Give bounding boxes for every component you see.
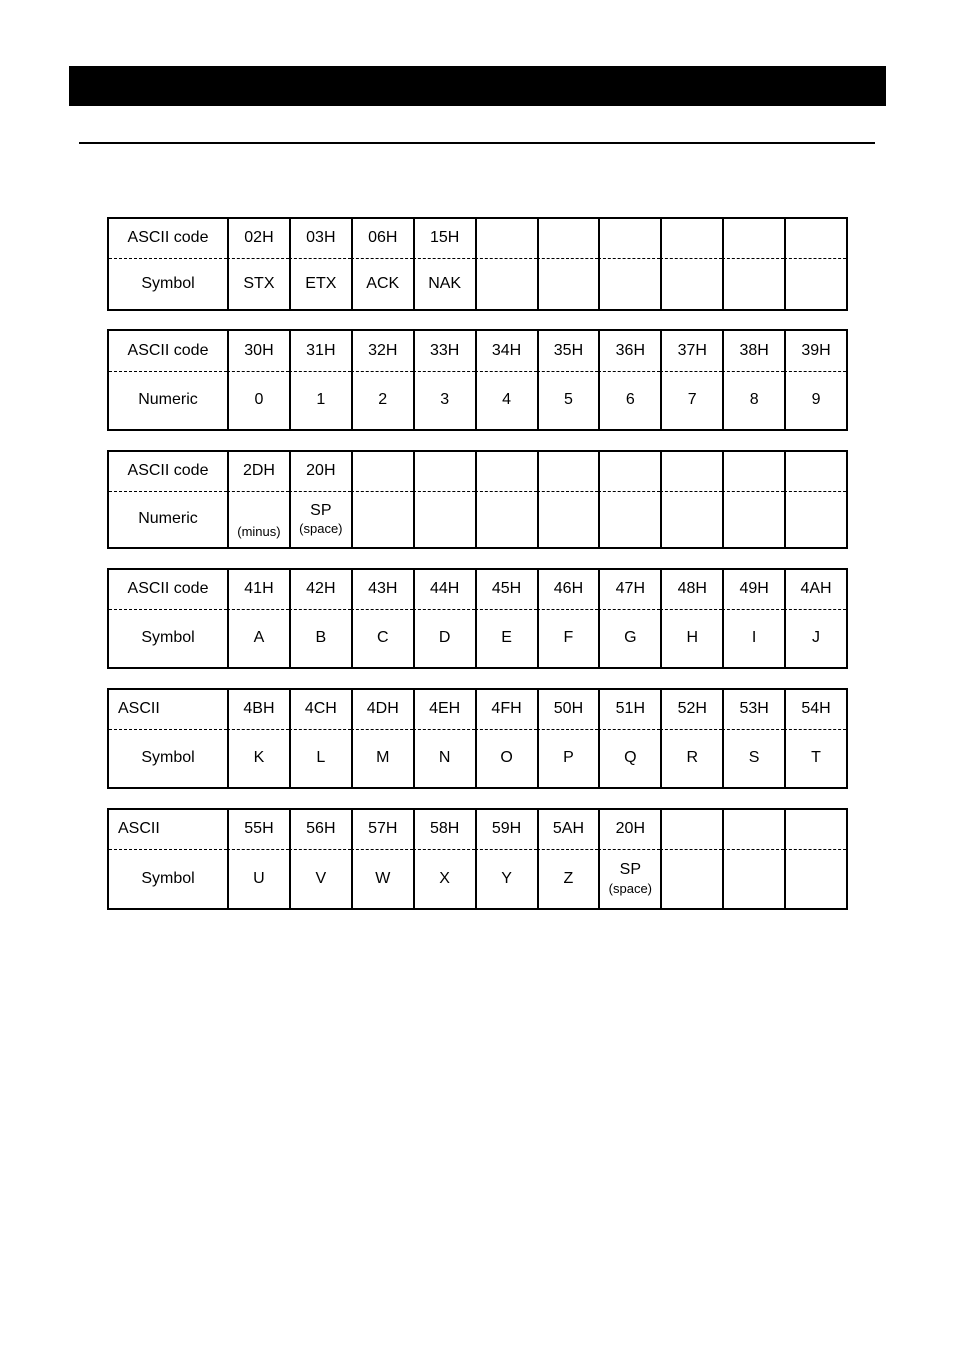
- symbol-text: 2: [378, 391, 388, 409]
- ascii-code-cell: [475, 219, 537, 259]
- symbol-cell: [537, 850, 599, 908]
- symbol-cell: [660, 372, 722, 429]
- symbol-text: M: [376, 749, 390, 767]
- ascii-code-cell: 57H: [351, 810, 413, 850]
- symbol-text: I: [751, 629, 757, 647]
- symbol-text: E: [501, 629, 512, 647]
- symbol-cell: [598, 492, 660, 547]
- symbol-text: T: [811, 749, 821, 767]
- symbol-cell: [351, 730, 413, 787]
- ascii-code-cell: [784, 219, 846, 259]
- header-bar: [69, 66, 886, 106]
- symbol-cell: [784, 850, 846, 908]
- symbol-cell: [660, 259, 722, 309]
- symbol-text: Y: [501, 869, 512, 887]
- symbol-text: J: [812, 629, 821, 647]
- symbol-cell: [227, 730, 289, 787]
- symbol-cell: [722, 372, 784, 429]
- symbol-text: 1: [316, 391, 326, 409]
- symbol-cell: [413, 259, 475, 309]
- symbol-text: Q: [624, 749, 637, 767]
- ascii-code-cell: 47H: [598, 570, 660, 610]
- ascii-table: [107, 568, 848, 669]
- header-label: ASCII code: [109, 570, 227, 610]
- ascii-code-cell: 37H: [660, 331, 722, 372]
- ascii-code-cell: 55H: [227, 810, 289, 850]
- symbol-cell: [660, 850, 722, 908]
- ascii-code-cell: [722, 219, 784, 259]
- symbol-cell: [537, 492, 599, 547]
- symbol-text: 7: [687, 391, 697, 409]
- ascii-code-cell: 06H: [351, 219, 413, 259]
- symbol-cell: [722, 259, 784, 309]
- symbol-text: Z: [563, 869, 574, 887]
- symbol-cell: [537, 730, 599, 787]
- symbol-text: R: [686, 749, 699, 767]
- symbol-text: H: [686, 629, 699, 647]
- ascii-code-cell: [475, 452, 537, 492]
- symbol-cell: [660, 730, 722, 787]
- ascii-code-cell: 4AH: [784, 570, 846, 610]
- symbol-text: 3: [440, 391, 450, 409]
- ascii-code-cell: 41H: [227, 570, 289, 610]
- symbol-text: S: [748, 749, 760, 767]
- ascii-code-cell: 54H: [784, 690, 846, 730]
- ascii-code-cell: 20H: [598, 810, 660, 850]
- symbol-text: 9: [811, 391, 821, 409]
- symbol-cell: [413, 372, 475, 429]
- symbol-text: 0: [254, 391, 264, 409]
- symbol-text: U: [253, 869, 265, 887]
- ascii-code-cell: 4EH: [413, 690, 475, 730]
- ascii-code-cell: 20H: [289, 452, 351, 492]
- symbol-text: 8: [749, 391, 759, 409]
- symbol-text: 6: [625, 391, 635, 409]
- ascii-table: [107, 329, 848, 431]
- symbol-cell: [537, 610, 599, 667]
- ascii-code-cell: 46H: [537, 570, 599, 610]
- ascii-code-cell: 44H: [413, 570, 475, 610]
- ascii-code-cell: [351, 452, 413, 492]
- symbol-text: ETX: [305, 274, 337, 292]
- symbol-cell: [413, 730, 475, 787]
- ascii-code-cell: 38H: [722, 331, 784, 372]
- symbol-cell: [537, 372, 599, 429]
- symbol-text: F: [563, 629, 574, 647]
- symbol-cell: [784, 259, 846, 309]
- symbol-text: O: [500, 749, 513, 767]
- row-label: Symbol: [141, 749, 195, 767]
- symbol-text: B: [315, 629, 327, 647]
- ascii-table: [107, 808, 848, 910]
- ascii-code-cell: [537, 219, 599, 259]
- ascii-code-cell: 31H: [289, 331, 351, 372]
- symbol-cell: [598, 850, 660, 908]
- symbol-text: STX: [243, 274, 275, 292]
- ascii-code-cell: 48H: [660, 570, 722, 610]
- symbol-text: ACK: [366, 274, 400, 292]
- ascii-code-cell: 5AH: [537, 810, 599, 850]
- header-label: ASCII code: [109, 452, 227, 492]
- row-label: Numeric: [138, 391, 198, 409]
- symbol-text: D: [438, 629, 451, 647]
- ascii-code-cell: 45H: [475, 570, 537, 610]
- ascii-table: [107, 217, 848, 311]
- ascii-code-cell: 2DH: [227, 452, 289, 492]
- symbol-text: 5: [563, 391, 573, 409]
- ascii-code-cell: 51H: [598, 690, 660, 730]
- symbol-cell: [475, 259, 537, 309]
- symbol-cell: [475, 372, 537, 429]
- ascii-code-cell: [598, 452, 660, 492]
- ascii-code-cell: [537, 452, 599, 492]
- symbol-text: L: [316, 749, 326, 767]
- symbol-cell: [289, 492, 351, 547]
- ascii-code-cell: 56H: [289, 810, 351, 850]
- symbol-text: G: [624, 629, 637, 647]
- symbol-text: A: [253, 629, 265, 647]
- symbol-cell: [351, 492, 413, 547]
- symbol-text: SP: [619, 861, 642, 879]
- symbol-cell: [784, 492, 846, 547]
- ascii-code-cell: 39H: [784, 331, 846, 372]
- symbol-cell: [351, 610, 413, 667]
- ascii-code-cell: [660, 452, 722, 492]
- symbol-cell: [722, 610, 784, 667]
- ascii-table: [107, 688, 848, 789]
- symbol-text: 4: [502, 391, 511, 409]
- symbol-cell: [227, 259, 289, 309]
- ascii-code-cell: [722, 810, 784, 850]
- symbol-cell: [289, 850, 351, 908]
- ascii-code-cell: [784, 810, 846, 850]
- ascii-code-cell: 03H: [289, 219, 351, 259]
- symbol-cell: [289, 730, 351, 787]
- ascii-code-cell: [598, 219, 660, 259]
- symbol-text: P: [563, 749, 574, 767]
- row-label: Symbol: [141, 869, 195, 887]
- symbol-cell: [660, 492, 722, 547]
- ascii-code-cell: 36H: [598, 331, 660, 372]
- symbol-cell: [598, 259, 660, 309]
- ascii-code-cell: 02H: [227, 219, 289, 259]
- ascii-code-cell: 49H: [722, 570, 784, 610]
- symbol-cell: [351, 850, 413, 908]
- symbol-cell: [289, 259, 351, 309]
- ascii-code-cell: [660, 219, 722, 259]
- row-label: Symbol: [141, 629, 195, 647]
- symbol-cell: [289, 610, 351, 667]
- ascii-code-cell: [722, 452, 784, 492]
- ascii-code-cell: 33H: [413, 331, 475, 372]
- symbol-cell: [351, 372, 413, 429]
- symbol-cell: [227, 610, 289, 667]
- ascii-code-cell: 30H: [227, 331, 289, 372]
- symbol-cell: [660, 610, 722, 667]
- symbol-cell: [227, 850, 289, 908]
- ascii-code-cell: 59H: [475, 810, 537, 850]
- symbol-text: C: [376, 629, 389, 647]
- symbol-cell: [598, 372, 660, 429]
- symbol-cell: [784, 372, 846, 429]
- symbol-cell: [598, 610, 660, 667]
- symbol-cell: [475, 610, 537, 667]
- symbol-cell: [289, 372, 351, 429]
- ascii-code-cell: 43H: [351, 570, 413, 610]
- symbol-text: W: [375, 869, 391, 887]
- ascii-code-cell: 53H: [722, 690, 784, 730]
- symbol-text: V: [315, 869, 327, 887]
- symbol-cell: [722, 730, 784, 787]
- symbol-text: NAK: [428, 274, 462, 292]
- symbol-text: SP: [310, 501, 332, 519]
- header-label: ASCII code: [109, 331, 227, 372]
- symbol-cell: [784, 730, 846, 787]
- symbol-cell: [227, 372, 289, 429]
- row-label: Symbol: [141, 274, 195, 292]
- symbol-cell: [784, 610, 846, 667]
- symbol-cell: [722, 492, 784, 547]
- ascii-code-cell: 34H: [475, 331, 537, 372]
- symbol-cell: [227, 492, 289, 547]
- symbol-cell: [413, 850, 475, 908]
- header-label: ASCII: [109, 810, 227, 850]
- symbol-text: X: [439, 869, 450, 887]
- ascii-code-cell: 58H: [413, 810, 475, 850]
- ascii-code-cell: [660, 810, 722, 850]
- ascii-code-cell: 52H: [660, 690, 722, 730]
- ascii-code-cell: 35H: [537, 331, 599, 372]
- symbol-text: N: [438, 749, 451, 767]
- ascii-code-cell: 32H: [351, 331, 413, 372]
- ascii-code-cell: [413, 452, 475, 492]
- ascii-code-cell: 4CH: [289, 690, 351, 730]
- ascii-table: [107, 450, 848, 549]
- section-divider: [79, 142, 875, 144]
- ascii-code-cell: [784, 452, 846, 492]
- row-label: Numeric: [138, 510, 198, 528]
- symbol-cell: [475, 492, 537, 547]
- symbol-cell: [537, 259, 599, 309]
- ascii-code-cell: 4FH: [475, 690, 537, 730]
- ascii-code-cell: 4DH: [351, 690, 413, 730]
- ascii-code-cell: 15H: [413, 219, 475, 259]
- symbol-cell: [722, 850, 784, 908]
- ascii-code-cell: 42H: [289, 570, 351, 610]
- symbol-cell: [351, 259, 413, 309]
- ascii-code-cell: 50H: [537, 690, 599, 730]
- symbol-cell: [598, 730, 660, 787]
- symbol-note: (minus): [237, 524, 281, 540]
- header-label: ASCII code: [109, 219, 227, 259]
- symbol-cell: [475, 730, 537, 787]
- symbol-cell: [475, 850, 537, 908]
- symbol-note: (space): [608, 880, 653, 896]
- symbol-text: K: [253, 749, 265, 767]
- symbol-note: (space): [299, 521, 343, 537]
- symbol-cell: [413, 492, 475, 547]
- header-label: ASCII: [109, 690, 227, 730]
- ascii-code-cell: 4BH: [227, 690, 289, 730]
- symbol-cell: [413, 610, 475, 667]
